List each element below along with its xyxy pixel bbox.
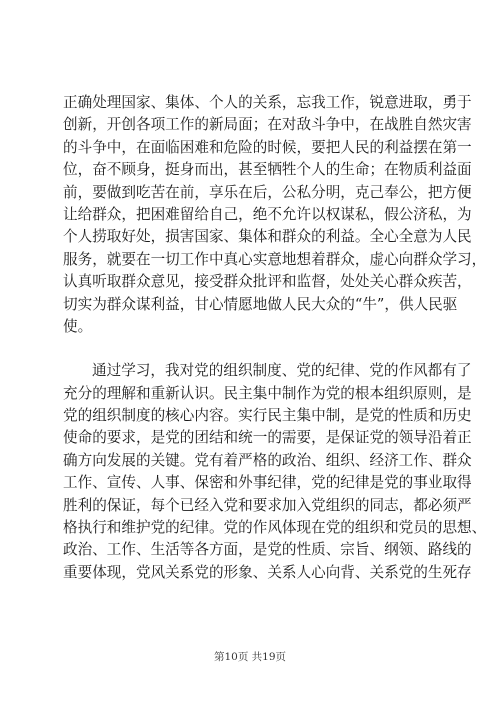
text-line: 位，奋不顾身，挺身而出，甚至牺牲个人的生命；在物质利益面: [63, 161, 472, 179]
text-line: 通过学习，我对党的组织制度、党的纪律、党的作风都有了: [92, 362, 472, 380]
text-line: 工作、宣传、人事、保密和外事纪律，党的纪律是党的事业取得: [63, 474, 472, 492]
text-line: 创新，开创各项工作的新局面；在对敌斗争中，在战胜自然灾害: [63, 116, 472, 134]
text-line: 正确处理国家、集体、个人的关系，忘我工作，锐意进取，勇于: [63, 94, 472, 111]
text-line: 切实为群众谋利益，甘心情愿地做人民大众的“牛”，供人民驱: [63, 295, 458, 313]
text-line: 服务，就要在一切工作中真心实意地想着群众，虚心向群众学习，: [63, 250, 487, 268]
document-body: [63, 92, 487, 584]
text-line: 前，要做到吃苦在前，享乐在后，公私分明，克己奉公，把方便: [63, 183, 472, 201]
text-line: 胜利的保证，每个已经入党和要求加入党组织的同志，都必须严: [63, 496, 472, 514]
paragraph-1: [63, 92, 487, 338]
text-line: 个人捞取好处，损害国家、集体和群众的利益。全心全意为人民: [63, 228, 472, 246]
text-line: 格执行和维护党的纪律。党的作风体现在党的组织和党员的思想、: [63, 519, 487, 537]
text-line: 的斗争中，在面临困难和危险的时候，要把人民的利益摆在第一: [63, 138, 472, 156]
text-line: 重要体现，党风关系党的形象、关系人心向背、关系党的生死存: [63, 563, 472, 581]
text-line: 党的组织制度的核心内容。实行民主集中制，是党的性质和历史: [63, 407, 472, 425]
text-line: 让给群众，把困难留给自己，绝不允许以权谋私，假公济私，为: [63, 205, 472, 223]
paragraph-2: [63, 360, 487, 584]
text-line: 使。: [63, 317, 93, 335]
text-line: 政治、工作、生活等各方面，是党的性质、宗旨、纲领、路线的: [63, 541, 472, 559]
page-number-footer: 第10页 共19页: [213, 651, 287, 663]
text-line: 使命的要求，是党的团结和统一的需要，是保证党的领导沿着正: [63, 429, 472, 447]
text-line: 确方向发展的关键。党有着严格的政治、组织、经济工作、群众: [63, 451, 472, 469]
paragraph-spacer: [63, 338, 443, 360]
text-line: 认真听取群众意见，接受群众批评和监督，处处关心群众疾苦，: [63, 273, 472, 291]
text-line: 充分的理解和重新认识。民主集中制作为党的根本组织原则，是: [63, 384, 472, 402]
